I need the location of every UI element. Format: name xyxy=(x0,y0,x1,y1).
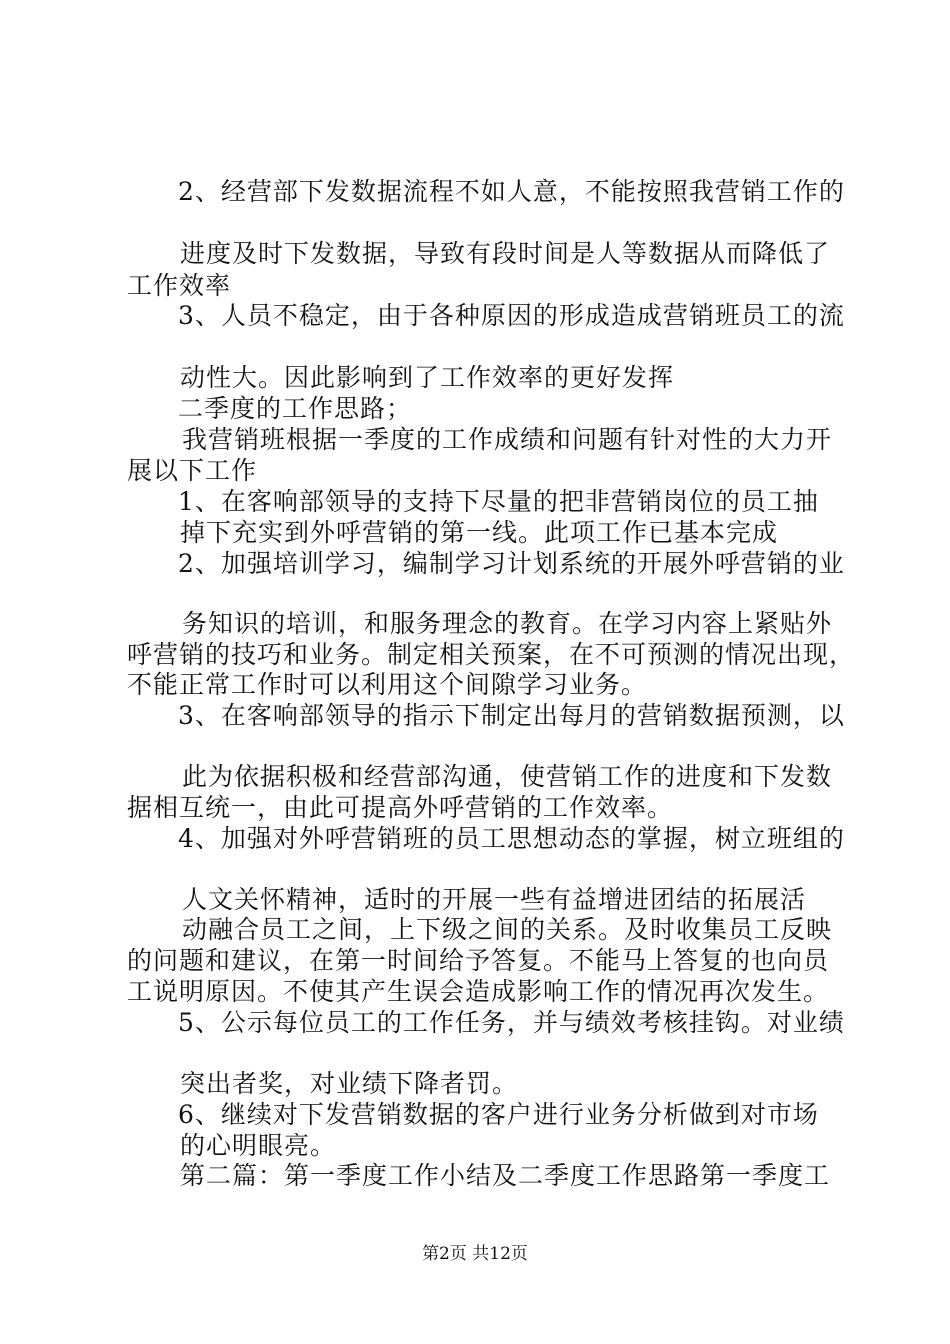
text-line: 第二篇：第一季度工作小结及二季度工作思路第一季度工 xyxy=(180,1161,831,1190)
text-line: 掉下充实到外呼营销的第一线。此项工作已基本完成 xyxy=(180,518,779,547)
text-line: 2、加强培训学习，编制学习计划系统的开展外呼营销的业 xyxy=(178,549,845,578)
text-line: 动性大。因此影响到了工作效率的更好发挥 xyxy=(180,363,675,392)
text-line: 工说明原因。不使其产生误会造成影响工作的情况再次发生。 xyxy=(127,977,830,1006)
text-line: 我营销班根据一季度的工作成绩和问题有针对性的大力开 xyxy=(182,425,833,454)
text-line: 2、经营部下发数据流程不如人意，不能按照我营销工作的 xyxy=(178,177,845,206)
text-line: 4、加强对外呼营销班的员工思想动态的掌握，树立班组的 xyxy=(178,824,845,853)
text-line: 此为依据积极和经营部沟通，使营销工作的进度和下发数 xyxy=(182,762,833,791)
page-number: 第2页 共12页 xyxy=(422,1244,528,1264)
text-line: 二季度的工作思路； xyxy=(178,394,413,423)
text-line: 动融合员工之间，上下级之间的关系。及时收集员工反映 xyxy=(182,915,833,944)
text-line: 1、在客响部领导的支持下尽量的把非营销岗位的员工抽 xyxy=(178,487,819,516)
text-line: 工作效率 xyxy=(127,271,232,300)
text-line: 不能正常工作时可以利用这个间隙学习业务。 xyxy=(127,670,648,699)
text-line: 3、在客响部领导的指示下制定出每月的营销数据预测，以 xyxy=(178,701,845,730)
text-line: 6、继续对下发营销数据的客户进行业务分析做到对市场 xyxy=(178,1100,819,1129)
text-line: 据相互统一，由此可提高外呼营销的工作效率。 xyxy=(127,793,674,822)
text-line: 务知识的培训，和服务理念的教育。在学习内容上紧贴外 xyxy=(182,609,833,638)
text-line: 的心明眼亮。 xyxy=(180,1131,337,1160)
text-line: 展以下工作 xyxy=(127,456,258,485)
text-line: 突出者奖，对业绩下降者罚。 xyxy=(180,1069,519,1098)
text-line: 呼营销的技巧和业务。制定相关预案，在不可预测的情况出现， xyxy=(127,640,856,669)
text-line: 进度及时下发数据，导致有段时间是人等数据从而降低了 xyxy=(180,239,831,268)
text-line: 3、人员不稳定，由于各种原因的形成造成营销班员工的流 xyxy=(178,301,845,330)
text-line: 的问题和建议，在第一时间给予答复。不能马上答复的也向员 xyxy=(127,946,830,975)
text-line: 5、公示每位员工的工作任务，并与绩效考核挂钩。对业绩 xyxy=(178,1008,845,1037)
text-line: 人文关怀精神，适时的开展一些有益增进团结的拓展活 xyxy=(182,885,807,914)
